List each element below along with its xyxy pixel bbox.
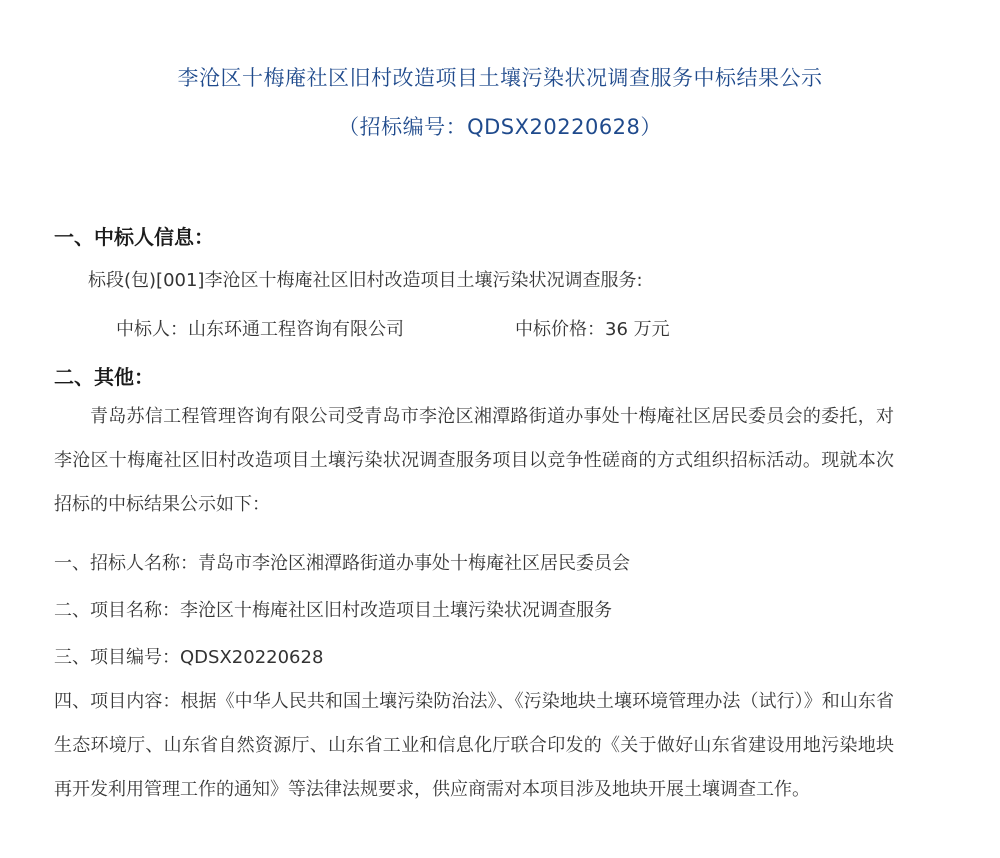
item-project-number: 三、项目编号：QDSX20220628 [54,647,324,668]
document-title: 李沧区十梅庵社区旧村改造项目土壤污染状况调查服务中标结果公示 [177,66,823,90]
item-project-name: 二、项目名称：李沧区十梅庵社区旧村改造项目土壤污染状况调查服务 [54,600,612,621]
intro-paragraph: 青岛苏信工程管理咨询有限公司受青岛市李沧区湘潭路街道办事处十梅庵社区居民委员会的委托，对李沧区十梅庵社区旧村改造项目土壤污染状况调查服务项目以竞争性磋商的方式组织招标活动。现就本次招标的中标结果公示如下： [54,406,894,515]
section-heading-other: 二、其他： [54,365,154,389]
price-label: 中标价格： [515,319,605,340]
lot-description: 标段(包)[001]李沧区十梅庵社区旧村改造项目土壤污染状况调查服务: [88,270,643,291]
tender-number: （招标编号：QDSX20220628） [338,115,662,139]
winner-name: 山东环通工程咨询有限公司 [188,319,404,340]
item-project-content: 四、项目内容：根据《中华人民共和国土壤污染防治法》、《污染地块土壤环境管理办法（试行）》和山东省生态环境厅、山东省自然资源厅、山东省工业和信息化厅联合印发的《关于做好山东省建设用地污染地块再开发利用管理工作的通知》等法律法规要求，供应商需对本项目涉及地块开展土壤调查工作。 [54,691,894,800]
price-row [515,315,670,341]
item-tenderer-name: 一、招标人名称：青岛市李沧区湘潭路街道办事处十梅庵社区居民委员会 [54,553,630,574]
price-value: 36 万元 [605,319,670,340]
winner-label: 中标人： [116,319,188,340]
winner-row [116,315,404,341]
section-heading-winner-info: 一、中标人信息： [54,225,214,249]
